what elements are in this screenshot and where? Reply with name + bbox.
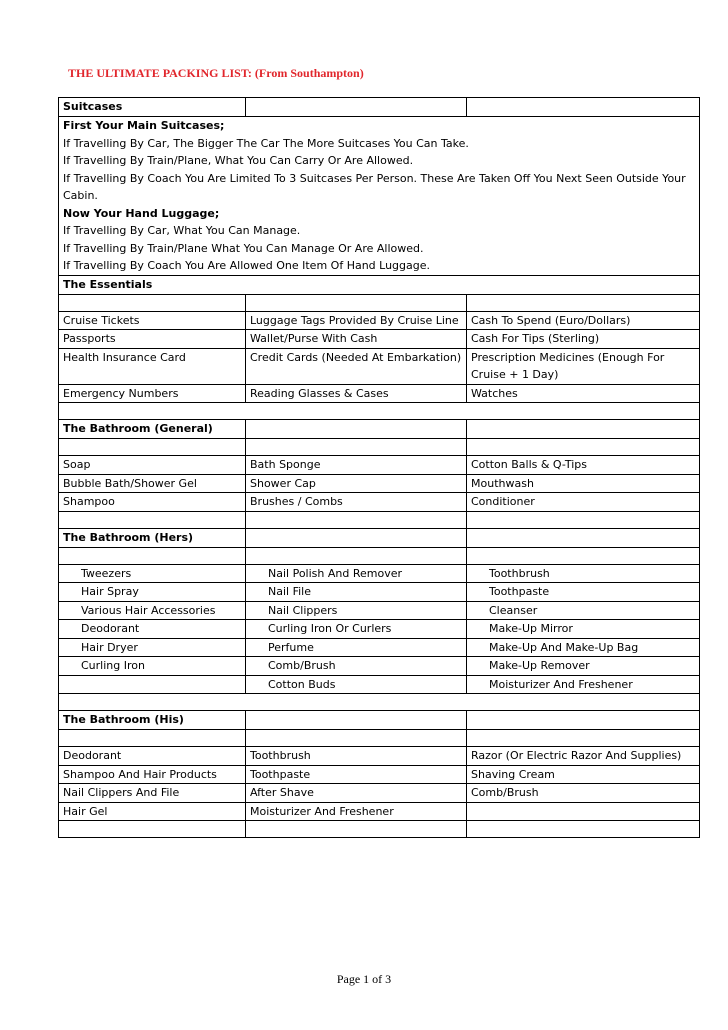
list-item: Conditioner bbox=[467, 493, 700, 512]
empty-cell bbox=[246, 420, 467, 439]
list-row bbox=[59, 493, 700, 512]
empty-cell bbox=[467, 821, 700, 838]
empty-cell bbox=[467, 528, 700, 547]
list-item: Credit Cards (Needed At Embarkation) bbox=[246, 348, 467, 384]
list-row bbox=[59, 747, 700, 766]
empty-cell bbox=[467, 294, 700, 311]
list-row bbox=[59, 802, 700, 821]
empty-cell bbox=[467, 730, 700, 747]
list-item: Brushes / Combs bbox=[246, 493, 467, 512]
list-row bbox=[59, 311, 700, 330]
empty-cell bbox=[467, 420, 700, 439]
document-title: THE ULTIMATE PACKING LIST: (From Southampton) bbox=[68, 66, 364, 80]
list-row bbox=[59, 601, 700, 620]
list-item: Nail File bbox=[246, 583, 467, 602]
list-row bbox=[59, 474, 700, 493]
list-item: Nail Polish And Remover bbox=[246, 564, 467, 583]
empty-cell bbox=[59, 547, 246, 564]
list-item: Toothbrush bbox=[467, 564, 700, 583]
empty-cell bbox=[246, 294, 467, 311]
suitcases-line: First Your Main Suitcases; bbox=[63, 119, 225, 132]
list-item: After Shave bbox=[246, 784, 467, 803]
section-header-bathroom-hers: The Bathroom (Hers) bbox=[59, 528, 246, 547]
section-header-row bbox=[59, 528, 700, 547]
list-item: Moisturizer And Freshener bbox=[246, 802, 467, 821]
section-header-row bbox=[59, 711, 700, 730]
list-item: Make-Up Mirror bbox=[467, 620, 700, 639]
list-row bbox=[59, 348, 700, 384]
empty-cell bbox=[246, 98, 467, 117]
list-item: Cash To Spend (Euro/Dollars) bbox=[467, 311, 700, 330]
list-item: Mouthwash bbox=[467, 474, 700, 493]
blank-row bbox=[59, 403, 700, 420]
empty-cell bbox=[59, 294, 246, 311]
suitcases-text-cell bbox=[59, 117, 700, 276]
list-row bbox=[59, 675, 700, 694]
section-header-essentials: The Essentials bbox=[59, 275, 700, 294]
empty-cell bbox=[59, 821, 246, 838]
list-item: Toothbrush bbox=[246, 747, 467, 766]
list-item: Deodorant bbox=[59, 747, 246, 766]
empty-cell bbox=[246, 439, 467, 456]
list-row bbox=[59, 784, 700, 803]
list-item: Curling Iron Or Curlers bbox=[246, 620, 467, 639]
list-item: Soap bbox=[59, 456, 246, 475]
list-item: Hair Dryer bbox=[59, 638, 246, 657]
list-item: Make-Up And Make-Up Bag bbox=[467, 638, 700, 657]
empty-cell bbox=[467, 439, 700, 456]
list-item: Passports bbox=[59, 330, 246, 349]
list-item: Comb/Brush bbox=[467, 784, 700, 803]
list-item: Nail Clippers bbox=[246, 601, 467, 620]
empty-cell bbox=[467, 547, 700, 564]
list-item: Comb/Brush bbox=[246, 657, 467, 676]
section-header-row bbox=[59, 275, 700, 294]
list-item: Cleanser bbox=[467, 601, 700, 620]
list-item: Hair Spray bbox=[59, 583, 246, 602]
blank-row bbox=[59, 294, 700, 311]
list-item: Bubble Bath/Shower Gel bbox=[59, 474, 246, 493]
suitcases-line: If Travelling By Coach You Are Allowed One Item Of Hand Luggage. bbox=[63, 259, 431, 272]
empty-cell bbox=[59, 439, 246, 456]
list-item: Cash For Tips (Sterling) bbox=[467, 330, 700, 349]
list-item: Shampoo bbox=[59, 493, 246, 512]
suitcases-line: If Travelling By Car, What You Can Manage. bbox=[63, 224, 301, 237]
empty-cell bbox=[246, 547, 467, 564]
list-row bbox=[59, 765, 700, 784]
list-item: Luggage Tags Provided By Cruise Line bbox=[246, 311, 467, 330]
section-header-bathroom-his: The Bathroom (His) bbox=[59, 711, 246, 730]
list-row bbox=[59, 620, 700, 639]
blank-row bbox=[59, 821, 700, 838]
section-header-bathroom-general: The Bathroom (General) bbox=[59, 420, 246, 439]
list-item: Hair Gel bbox=[59, 802, 246, 821]
list-item: Razor (Or Electric Razor And Supplies) bbox=[467, 747, 700, 766]
list-item: Emergency Numbers bbox=[59, 384, 246, 403]
list-item: Various Hair Accessories bbox=[59, 601, 246, 620]
section-header-row bbox=[59, 420, 700, 439]
empty-cell bbox=[59, 694, 700, 711]
empty-cell bbox=[246, 528, 467, 547]
suitcases-line: If Travelling By Coach You Are Limited To 3 Suitcases Per Person. These Are Taken Off You Next Seen Outside Your Cabin. bbox=[63, 171, 686, 202]
list-item: Watches bbox=[467, 384, 700, 403]
list-item: Nail Clippers And File bbox=[59, 784, 246, 803]
empty-cell bbox=[467, 511, 700, 528]
empty-cell bbox=[59, 403, 700, 420]
list-item: Tweezers bbox=[59, 564, 246, 583]
list-item: Deodorant bbox=[59, 620, 246, 639]
list-row bbox=[59, 657, 700, 676]
section-header-row bbox=[59, 98, 700, 117]
suitcases-line: Now Your Hand Luggage; bbox=[63, 206, 220, 220]
list-row bbox=[59, 384, 700, 403]
list-item: Shower Cap bbox=[246, 474, 467, 493]
packing-list-table bbox=[58, 97, 700, 838]
suitcases-line: If Travelling By Train/Plane What You Can Manage Or Are Allowed. bbox=[63, 241, 424, 255]
empty-cell bbox=[467, 711, 700, 730]
list-item: Moisturizer And Freshener bbox=[467, 675, 700, 694]
list-item: Make-Up Remover bbox=[467, 657, 700, 676]
list-item: Curling Iron bbox=[59, 657, 246, 676]
suitcases-line: If Travelling By Train/Plane, What You Can Carry Or Are Allowed. bbox=[63, 154, 414, 167]
list-item: Toothpaste bbox=[246, 765, 467, 784]
list-item: Shampoo And Hair Products bbox=[59, 765, 246, 784]
list-row bbox=[59, 330, 700, 349]
empty-cell bbox=[246, 821, 467, 838]
empty-cell bbox=[59, 730, 246, 747]
list-item: Toothpaste bbox=[467, 583, 700, 602]
list-row bbox=[59, 456, 700, 475]
suitcases-line: If Travelling By Car, The Bigger The Car The More Suitcases You Can Take. bbox=[63, 136, 469, 150]
list-row bbox=[59, 564, 700, 583]
list-item: Wallet/Purse With Cash bbox=[246, 330, 467, 349]
list-item: Cotton Buds bbox=[246, 675, 467, 694]
list-item: Perfume bbox=[246, 638, 467, 657]
list-item: Cruise Tickets bbox=[59, 311, 246, 330]
blank-row bbox=[59, 511, 700, 528]
empty-cell bbox=[246, 511, 467, 528]
list-item: Health Insurance Card bbox=[59, 348, 246, 384]
empty-cell bbox=[246, 711, 467, 730]
list-row bbox=[59, 638, 700, 657]
list-item: Prescription Medicines (Enough For Cruise + 1 Day) bbox=[467, 348, 700, 384]
suitcases-text-row bbox=[59, 117, 700, 276]
blank-row bbox=[59, 694, 700, 711]
blank-row bbox=[59, 730, 700, 747]
empty-cell bbox=[467, 98, 700, 117]
list-item: Reading Glasses & Cases bbox=[246, 384, 467, 403]
blank-row bbox=[59, 439, 700, 456]
list-item: Bath Sponge bbox=[246, 456, 467, 475]
empty-cell bbox=[59, 511, 246, 528]
list-item: Cotton Balls & Q-Tips bbox=[467, 456, 700, 475]
section-header-suitcases: Suitcases bbox=[59, 98, 246, 117]
list-row bbox=[59, 583, 700, 602]
empty-cell bbox=[246, 730, 467, 747]
list-item bbox=[467, 802, 700, 821]
blank-row bbox=[59, 547, 700, 564]
list-item: Shaving Cream bbox=[467, 765, 700, 784]
list-item bbox=[59, 675, 246, 694]
page-number: Page 1 of 3 bbox=[336, 972, 392, 986]
